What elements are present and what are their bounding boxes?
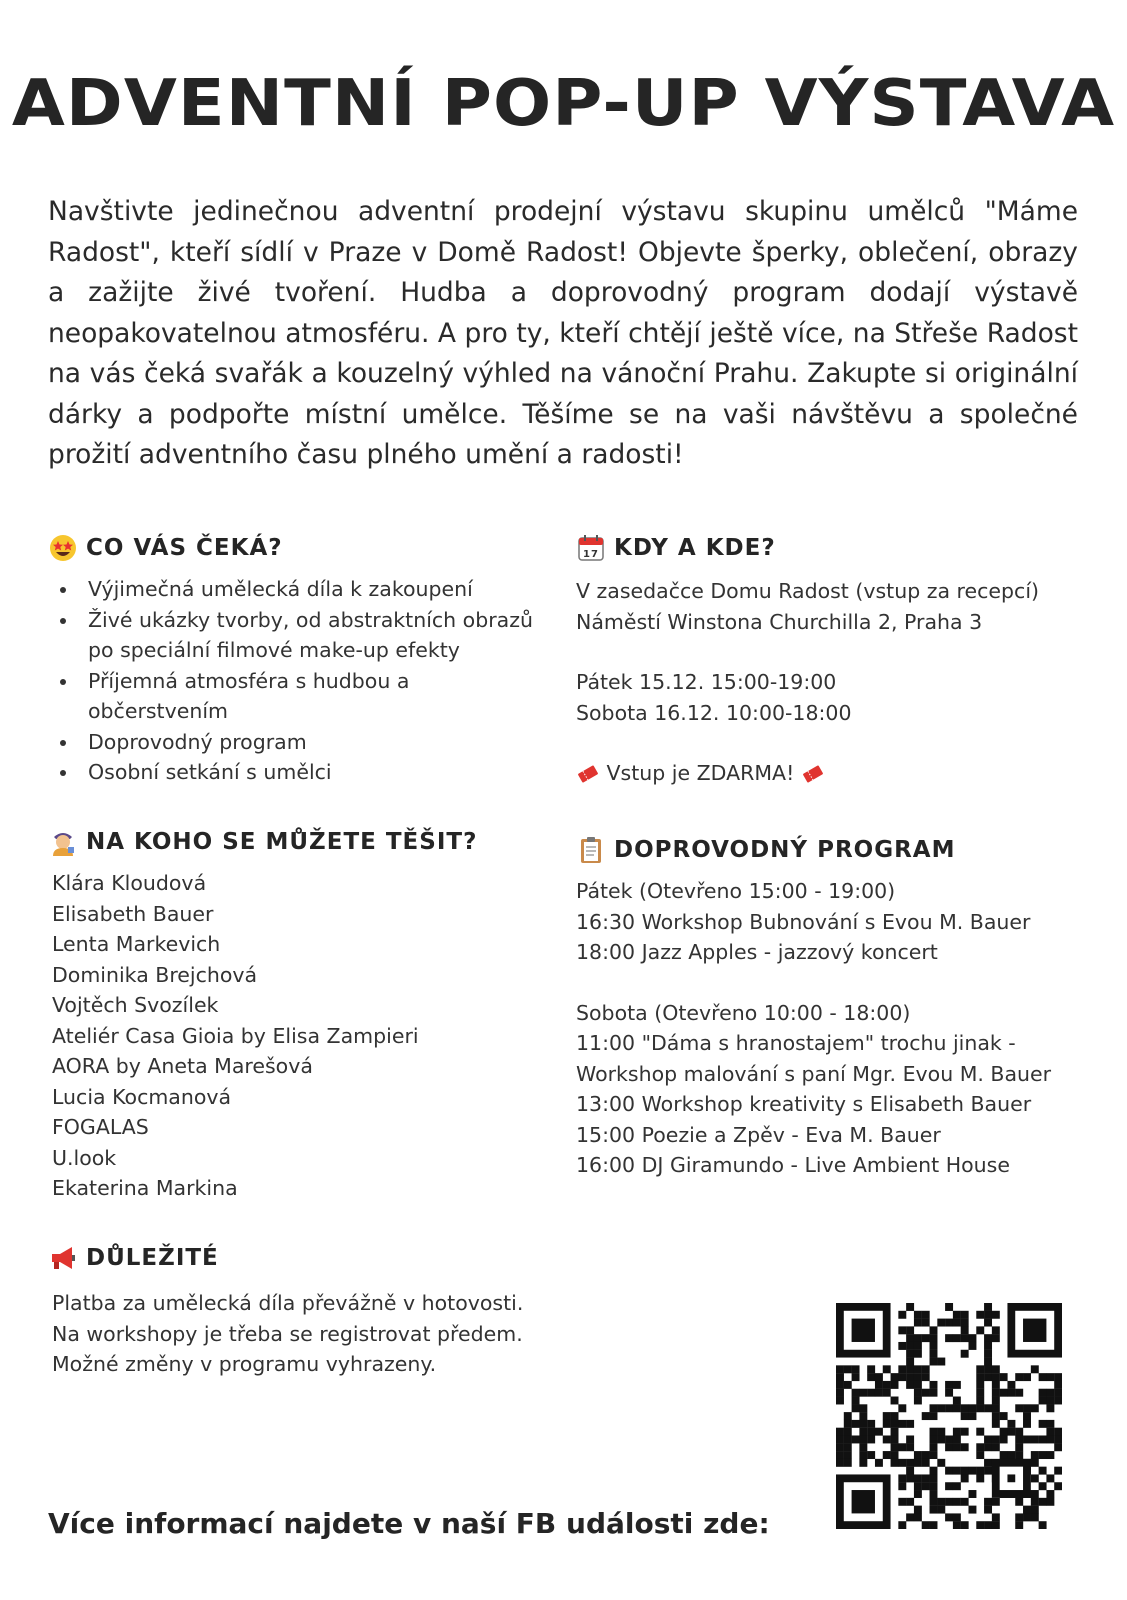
ticket-icon bbox=[801, 765, 825, 783]
list-item: AORA by Aneta Marešová bbox=[52, 1054, 313, 1078]
heading-text: NA KOHO SE MŮŽETE TĚŠIT? bbox=[86, 829, 478, 855]
program-line: 13:00 Workshop kreativity s Elisabeth Bauer bbox=[576, 1092, 1032, 1116]
section-when-where bbox=[576, 530, 1096, 789]
section-heading-program bbox=[576, 832, 1116, 868]
important-notes bbox=[52, 1288, 568, 1380]
section-artists bbox=[48, 824, 568, 1204]
expect-list bbox=[48, 574, 568, 788]
note-line: Platba za umělecká díla převážně v hotovosti. bbox=[52, 1291, 524, 1315]
program-line: Pátek (Otevřeno 15:00 - 19:00) bbox=[576, 879, 896, 903]
section-program bbox=[576, 832, 1116, 1181]
heading-text: DŮLEŽITÉ bbox=[86, 1245, 219, 1271]
section-important bbox=[48, 1240, 568, 1380]
program-line: 15:00 Poezie a Zpěv - Eva M. Bauer bbox=[576, 1122, 941, 1147]
section-what-to-expect bbox=[48, 530, 568, 788]
section-heading-artists bbox=[48, 824, 568, 860]
artist-emoji-icon bbox=[48, 827, 78, 857]
heading-text: KDY A KDE? bbox=[614, 535, 776, 561]
when-details bbox=[576, 576, 1096, 789]
section-heading-important bbox=[48, 1240, 568, 1276]
venue-line: V zasedačce Domu Radost (vstup za recepcí) bbox=[576, 579, 1040, 603]
list-item: Živé ukázky tvorby, od abstraktních obrazů po speciální filmové make-up efekty bbox=[88, 605, 568, 666]
list-item: Osobní setkání s umělci bbox=[88, 757, 568, 788]
intro-paragraph: Navštivte jedinečnou adventní prodejní výstavu skupinu umělců "Máme Radost", kteří sídlí v Praze v Domě Radost! Objevte šperky, oblečení, obrazy a zažijte živé tvoření. Hudba a doprovodný program dodají výstavě neopakovatelnou atmosféru. A pro ty, kteří chtějí ještě více, na Střeše Radost na vás čeká svařák a kouzelný výhled na vánoční Prahu. Zakupte si originální dárky a podpořte místní umělce. Těšíme se na vaši návštěvu a společné prožití adventního času plného umění a radosti! bbox=[48, 196, 1078, 470]
program-details bbox=[576, 876, 1116, 1181]
note-line: Na workshopy je třeba se registrovat předem. bbox=[52, 1321, 523, 1346]
list-item: Elisabeth Bauer bbox=[52, 901, 214, 926]
date-line: Pátek 15.12. 15:00-19:00 bbox=[576, 670, 837, 694]
program-line: 18:00 Jazz Apples - jazzový koncert bbox=[576, 940, 938, 964]
list-item: Klára Kloudová bbox=[52, 871, 207, 895]
list-item: U.look bbox=[52, 1145, 117, 1170]
list-item: Příjemná atmosféra s hudbou a občerstvením bbox=[88, 666, 428, 727]
program-line: 11:00 "Dáma s hranostajem" trochu jinak - bbox=[576, 1031, 1016, 1055]
clipboard-icon bbox=[576, 835, 606, 865]
entry-line bbox=[576, 758, 1096, 789]
ticket-icon bbox=[576, 765, 600, 783]
star-struck-emoji-icon bbox=[48, 533, 78, 563]
list-item: Ateliér Casa Gioia by Elisa Zampieri bbox=[52, 1023, 419, 1048]
program-line: 16:00 DJ Giramundo - Live Ambient House bbox=[576, 1153, 1010, 1177]
heading-text: DOPROVODNÝ PROGRAM bbox=[614, 837, 956, 863]
list-item: Vojtěch Svozílek bbox=[52, 993, 219, 1017]
artists-list bbox=[52, 868, 568, 1204]
list-item: Výjimečná umělecká díla k zakoupení bbox=[88, 574, 568, 605]
heading-text: CO VÁS ČEKÁ? bbox=[86, 535, 283, 561]
list-item: Ekaterina Markina bbox=[52, 1176, 238, 1200]
qr-code-icon[interactable] bbox=[836, 1303, 1062, 1529]
entry-text: Vstup je ZDARMA! bbox=[606, 761, 795, 785]
list-item: Dominika Brejchová bbox=[52, 962, 258, 987]
section-heading-when bbox=[576, 530, 1096, 566]
address-line: Náměstí Winstona Churchilla 2, Praha 3 bbox=[576, 609, 983, 634]
calendar-icon bbox=[576, 533, 606, 563]
svg-text:17: 17 bbox=[583, 549, 599, 560]
footer-more-info: Více informací najdete v naší FB události zde: bbox=[48, 1507, 770, 1540]
page-title: ADVENTNÍ POP-UP VÝSTAVA bbox=[11, 67, 1116, 141]
program-line: Workshop malování s paní Mgr. Evou M. Bauer bbox=[576, 1061, 1052, 1086]
list-item: FOGALAS bbox=[52, 1115, 149, 1139]
section-heading-what bbox=[48, 530, 568, 566]
list-item: Lucia Kocmanová bbox=[52, 1084, 232, 1109]
program-line: 16:30 Workshop Bubnování s Evou M. Bauer bbox=[576, 909, 1031, 934]
megaphone-icon bbox=[48, 1243, 78, 1273]
note-line: Možné změny v programu vyhrazeny. bbox=[52, 1352, 437, 1376]
list-item: Doprovodný program bbox=[88, 727, 568, 758]
list-item: Lenta Markevich bbox=[52, 932, 221, 956]
date-line: Sobota 16.12. 10:00-18:00 bbox=[576, 700, 852, 725]
program-line: Sobota (Otevřeno 10:00 - 18:00) bbox=[576, 1000, 911, 1025]
